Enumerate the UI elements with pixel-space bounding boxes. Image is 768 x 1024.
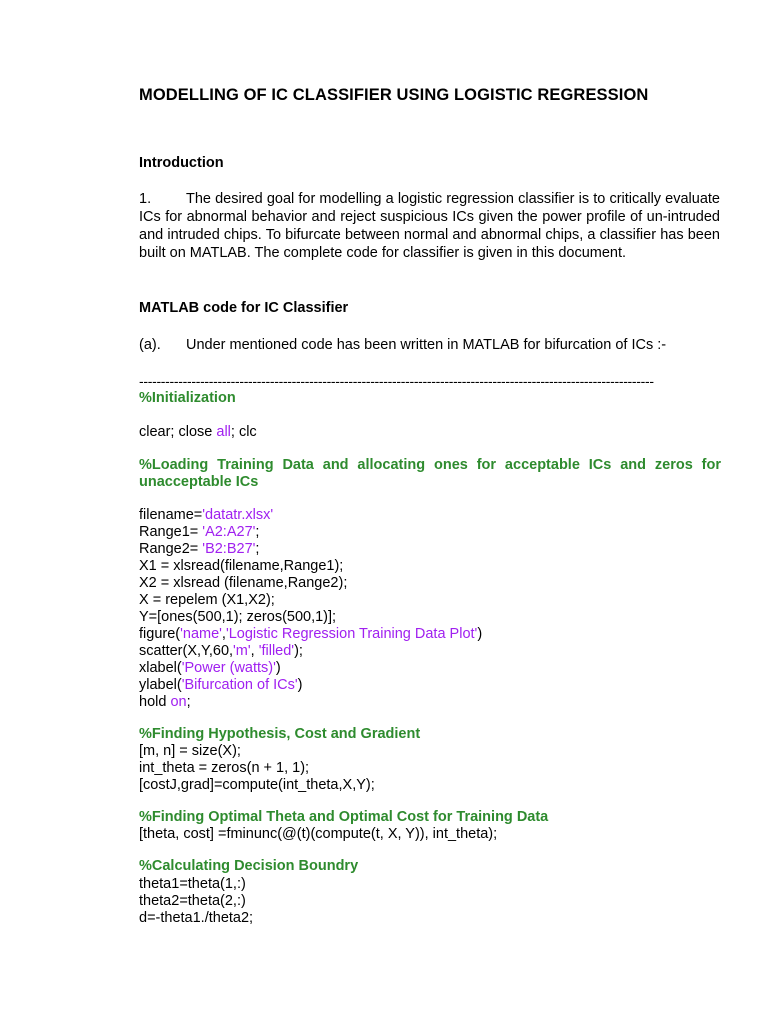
comment-decision: %Calculating Decision Boundry <box>139 858 359 874</box>
code-line: theta1=theta(1,:) <box>139 876 246 892</box>
code-line: Range2= 'B2:B27'; <box>139 541 260 557</box>
para-a-number: (a). <box>139 337 161 353</box>
para-a-text: Under mentioned code has been written in MATLAB for bifurcation of ICs :- <box>186 337 667 353</box>
comment-loading: %Loading Training Data and allocating ones for acceptable ICs and zeros for unacceptable ICs <box>139 457 721 490</box>
code-line: Range1= 'A2:A27'; <box>139 524 260 540</box>
code-line: [m, n] = size(X); <box>139 743 241 759</box>
code-line: X = repelem (X1,X2); <box>139 592 275 608</box>
document-title: MODELLING OF IC CLASSIFIER USING LOGISTIC REGRESSION <box>139 86 649 104</box>
comment-initialization: %Initialization <box>139 390 236 406</box>
code-line: [theta, cost] =fminunc(@(t)(compute(t, X, Y)), int_theta); <box>139 826 498 842</box>
comment-optimal: %Finding Optimal Theta and Optimal Cost for Training Data <box>139 809 549 825</box>
code-line: d=-theta1./theta2; <box>139 910 254 926</box>
code-heading: MATLAB code for IC Classifier <box>139 300 349 316</box>
divider-line: ---------------------------------------------------------------------------------------------------------------------- <box>139 373 654 389</box>
code-line: X2 = xlsread (filename,Range2); <box>139 575 348 591</box>
code-line: Y=[ones(500,1); zeros(500,1)]; <box>139 609 337 625</box>
code-line: int_theta = zeros(n + 1, 1); <box>139 760 310 776</box>
code-line: [costJ,grad]=compute(int_theta,X,Y); <box>139 777 375 793</box>
code-line: X1 = xlsread(filename,Range1); <box>139 558 344 574</box>
code-line: hold on; <box>139 694 191 710</box>
code-line: scatter(X,Y,60,'m', 'filled'); <box>139 643 303 659</box>
comment-hypothesis: %Finding Hypothesis, Cost and Gradient <box>139 726 421 742</box>
code-line: xlabel('Power (watts)') <box>139 660 281 676</box>
para1-text: The desired goal for modelling a logistic regression classifier is to critically evaluate ICs for abnormal behavior and reject suspicious ICs given the power profile of un-intruded and intruded chips. To bifurcate between normal and abnormal chips, a classifier has been built on MATLAB. The complete code for classifier is given in this document. <box>139 191 720 261</box>
code-line: theta2=theta(2,:) <box>139 893 246 909</box>
code-line-clear: clear; close all; clc <box>139 424 257 440</box>
code-line: filename='datatr.xlsx' <box>139 507 274 523</box>
code-line: figure('name','Logistic Regression Training Data Plot') <box>139 626 483 642</box>
code-line: ylabel('Bifurcation of ICs') <box>139 677 303 693</box>
para1-number: 1. <box>139 191 152 207</box>
intro-heading: Introduction <box>139 155 224 171</box>
